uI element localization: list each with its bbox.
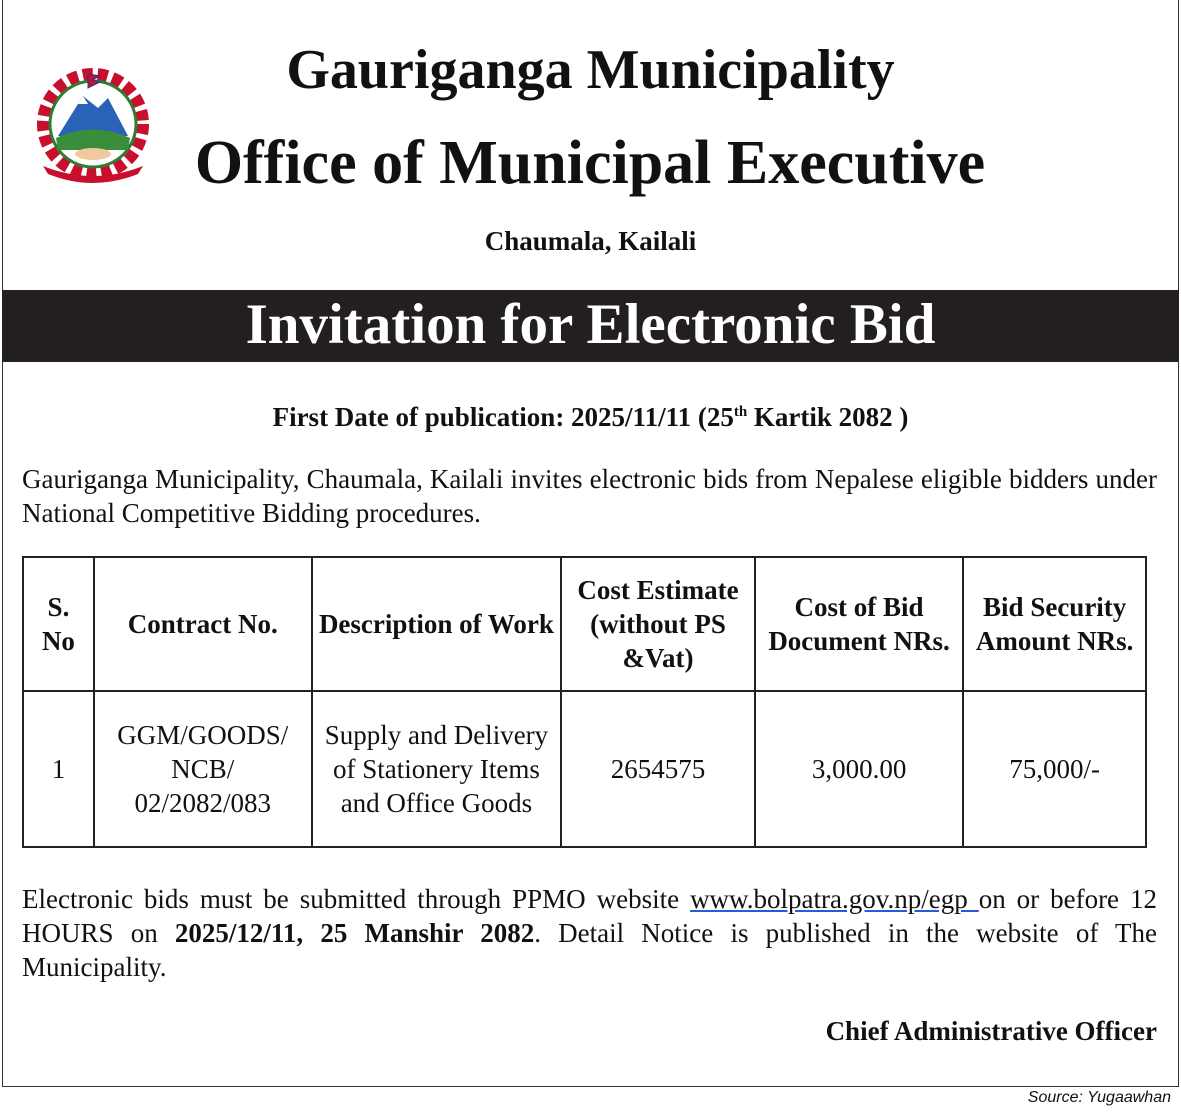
- intro-paragraph: Gauriganga Municipality, Chaumala, Kailali invites electronic bids from Nepalese eligible bidders under National Competitive Bidding procedures.: [22, 464, 1157, 528]
- table-header-row: [23, 557, 1146, 691]
- bid-table: [22, 556, 1147, 848]
- cell-contract-no: GGM/GOODS/ NCB/ 02/2082/083: [94, 691, 312, 847]
- cell-cost-estimate: 2654575: [561, 691, 755, 847]
- header-bid-security: Bid Security Amount NRs.: [963, 557, 1146, 691]
- submission-paragraph: [22, 882, 1157, 984]
- cell-description: Supply and Delivery of Stationery Items and Office Goods: [312, 691, 561, 847]
- source-credit: Source: Yugaawhan: [1027, 1089, 1171, 1106]
- header-contract-no: Contract No.: [94, 557, 312, 691]
- cell-bid-document-cost: 3,000.00: [755, 691, 964, 847]
- header-cost-estimate: Cost Estimate (without PS &Vat): [561, 557, 755, 691]
- signature: Chief Administrative Officer: [825, 1016, 1157, 1046]
- office-name: Office of Municipal Executive: [194, 129, 986, 197]
- ordinal-suffix: th: [733, 404, 748, 420]
- municipality-name: Gauriganga Municipality: [286, 39, 895, 101]
- header-description: Description of Work: [312, 557, 561, 691]
- cell-sno: 1: [23, 691, 94, 847]
- footer-text: on or before 12 HOURS on: [22, 884, 1157, 948]
- header-bid-document-cost: Cost of Bid Document NRs.: [755, 557, 964, 691]
- footer-text: Electronic bids must be submitted through PPMO website: [22, 884, 691, 914]
- table-row: [23, 691, 1146, 847]
- ppmo-link[interactable]: www.bolpatra.gov.np/egp: [690, 884, 979, 914]
- footer-text: . Detail Notice is published in the website of The Municipality.: [22, 918, 1157, 982]
- publication-date-nepali: Kartik 2082 ): [747, 402, 909, 432]
- publication-date: [0, 402, 1181, 433]
- deadline: 2025/12/11, 25 Manshir 2082: [174, 918, 535, 948]
- office-location: Chaumala, Kailali: [484, 226, 697, 256]
- publication-date-text: First Date of publication: 2025/11/11 (25: [272, 402, 734, 432]
- notice-title-banner: Invitation for Electronic Bid: [2, 290, 1179, 362]
- cell-bid-security: 75,000/-: [963, 691, 1146, 847]
- header-sno: S. No: [23, 557, 94, 691]
